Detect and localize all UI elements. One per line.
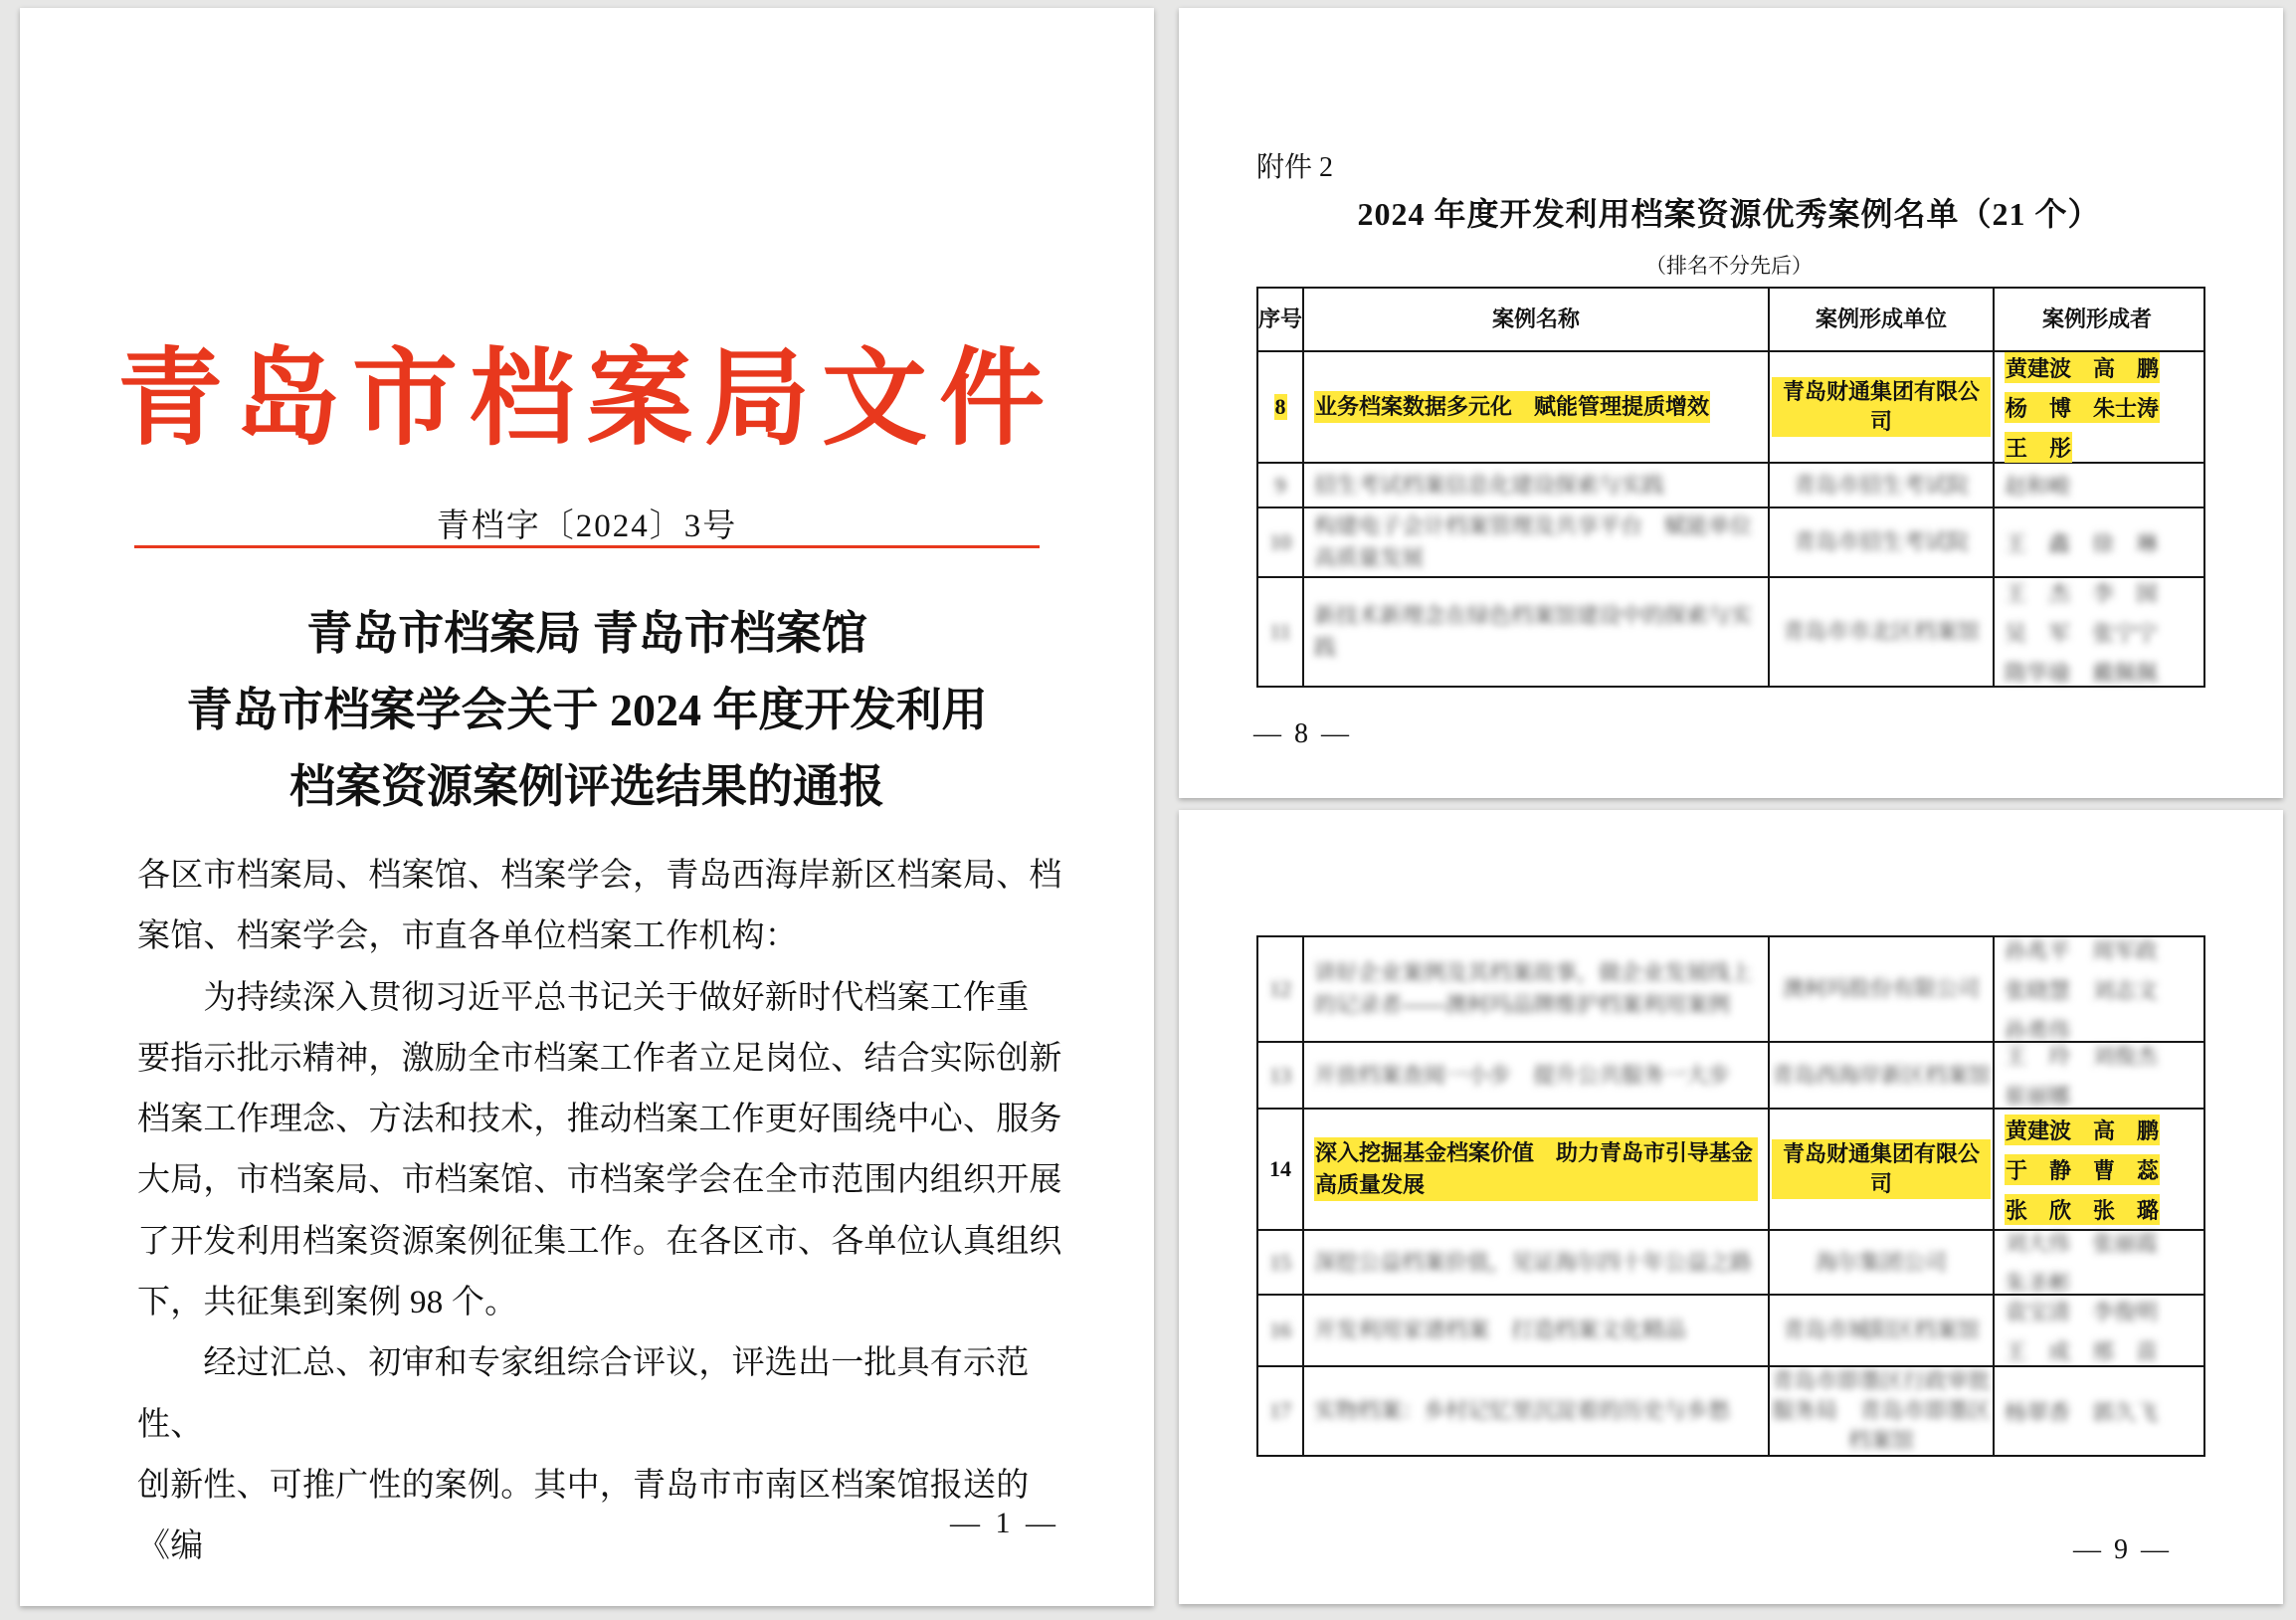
notice-title-line: 青岛市档案局 青岛市档案馆 bbox=[306, 608, 867, 659]
table-row-14 bbox=[1258, 1110, 2203, 1231]
cases-table-continued bbox=[1256, 935, 2205, 1457]
case-name-cell: 讲好企业案例及其档案故事，做企业发展线上的记录者——澳柯玛品牌维护档案利用案例 bbox=[1304, 937, 1770, 1041]
table-row-12 bbox=[1258, 937, 2203, 1043]
attachment-title: 2024 年度开发利用档案资源优秀案例名单（21 个） bbox=[1357, 196, 2101, 232]
notice-title-line: 档案资源案例评选结果的通报 bbox=[289, 761, 884, 812]
case-unit-cell: 青岛市招生考试院 bbox=[1770, 464, 1995, 506]
case-number-cell: 12 bbox=[1258, 937, 1304, 1041]
case-number-cell: 13 bbox=[1258, 1043, 1304, 1108]
case-number-cell: 17 bbox=[1258, 1367, 1304, 1455]
case-unit-cell: 青岛市招生考试院 bbox=[1770, 508, 1995, 576]
attachment-label: 附件 2 bbox=[1256, 152, 1334, 183]
case-authors-cell: 王 鑫 徐 琳 bbox=[2005, 530, 2159, 556]
page-number: — 1 — bbox=[950, 1507, 1059, 1539]
body-line: 经过汇总、初审和专家组综合评议，评选出一批具有示范性、 bbox=[137, 1345, 1030, 1443]
table-row-11 bbox=[1258, 578, 2203, 686]
case-unit-cell: 海尔集团公司 bbox=[1770, 1231, 1995, 1294]
cases-table bbox=[1256, 287, 2205, 688]
case-unit-cell: 青岛市即墨区行政审批服务局 青岛市即墨区档案馆 bbox=[1770, 1367, 1995, 1455]
case-name-cell: 招生考试档案信息化建设探索与实践 bbox=[1304, 464, 1770, 506]
case-number-cell: 14 bbox=[1258, 1110, 1304, 1229]
table-row-16 bbox=[1258, 1296, 2203, 1367]
table-row-17 bbox=[1258, 1367, 2203, 1455]
case-number-cell: 10 bbox=[1258, 508, 1304, 576]
case-number-cell: 8 bbox=[1258, 352, 1304, 462]
table-header-row bbox=[1258, 289, 2203, 352]
case-authors-cell: 袁宝清 李俊明 王 成 邢 苗 bbox=[2005, 1299, 2159, 1364]
case-authors-cell: 杨翠香 郭久飞 bbox=[2005, 1399, 2159, 1425]
body-line: 大局，市档案局、市档案馆、市档案学会在全市范围内组织开展 bbox=[137, 1162, 1062, 1199]
table-row-13 bbox=[1258, 1043, 2203, 1110]
case-name-cell: 开发利用家谱档案 打造档案文化精品 bbox=[1304, 1296, 1770, 1365]
header-name: 案例名称 bbox=[1304, 289, 1770, 350]
body-line: 为持续深入贯彻习近平总书记关于做好新时代档案工作重 bbox=[137, 979, 1030, 1016]
case-name-cell: 新技术新理念在绿色档案馆建设中的探索与实践 bbox=[1304, 578, 1770, 686]
notice-title bbox=[20, 595, 1154, 825]
case-name-cell: 构建电子会计档案管理及共享平台 赋能单位高质量发展 bbox=[1304, 508, 1770, 576]
case-unit-cell: 青岛西海岸新区档案馆 bbox=[1770, 1043, 1995, 1108]
attachment-subtitle: （排名不分先后） bbox=[1645, 254, 1813, 278]
body-line: 了开发利用档案资源案例征集工作。在各区市、各单位认真组织 bbox=[137, 1223, 1062, 1260]
notice-title-line: 青岛市档案学会关于 2024 年度开发利用 bbox=[186, 685, 988, 735]
body-line: 各区市档案局、档案馆、档案学会，青岛西海岸新区档案局、档 bbox=[137, 858, 1062, 894]
body-line: 创新性、可推广性的案例。其中，青岛市市南区档案馆报送的《编 bbox=[137, 1467, 1030, 1565]
case-unit-cell: 青岛财通集团有限公司 bbox=[1770, 1110, 1995, 1229]
case-name-cell: 深挖公益档案价值，见证海尔四十年公益之路 bbox=[1304, 1231, 1770, 1294]
case-name-cell: 实物档案：乡村记忆里沉淀着的历史与乡愁 bbox=[1304, 1367, 1770, 1455]
table-row-15 bbox=[1258, 1231, 2203, 1296]
document-page-1 bbox=[20, 8, 1154, 1606]
red-separator bbox=[134, 545, 1040, 548]
table-row-9 bbox=[1258, 464, 2203, 508]
table-row-8 bbox=[1258, 352, 2203, 464]
notice-body bbox=[137, 846, 1072, 1578]
doc-number: 青档字〔2024〕3号 bbox=[436, 508, 738, 544]
case-authors-cell: 王 杰 李 囡 吴 军 张宁宁 隋华瑜 戴佩佩 bbox=[2005, 580, 2159, 686]
case-number-cell: 16 bbox=[1258, 1296, 1304, 1365]
case-number-cell: 9 bbox=[1258, 464, 1304, 506]
case-authors-cell: 赵和峻 bbox=[2005, 474, 2071, 499]
body-line: 要指示批示精神，激励全市档案工作者立足岗位、结合实际创新 bbox=[137, 1040, 1062, 1077]
case-name-cell: 开放档案查阅一小步 提升公共服务一大步 bbox=[1304, 1043, 1770, 1108]
case-name-cell: 深入挖掘基金档案价值 助力青岛市引导基金高质量发展 bbox=[1304, 1110, 1770, 1229]
case-unit-cell: 青岛财通集团有限公司 bbox=[1770, 352, 1995, 462]
case-unit-cell: 澳柯玛股份有限公司 bbox=[1770, 937, 1995, 1041]
header-num: 序号 bbox=[1258, 289, 1304, 350]
letterhead-title: 青岛市档案局文件 bbox=[117, 341, 1056, 458]
table-row-10 bbox=[1258, 508, 2203, 578]
case-authors-cell: 孙兆平 周军政 张晓慧 刘志文 孙勇伟 bbox=[2005, 937, 2159, 1043]
case-number-cell: 11 bbox=[1258, 578, 1304, 686]
case-authors-cell: 王 玲 刘俊杰 崔丽娜 bbox=[2005, 1044, 2159, 1109]
case-authors-cell: 刘大伟 张丽霞 朱圣彬 bbox=[2005, 1231, 2159, 1296]
document-page-9 bbox=[1179, 810, 2283, 1604]
body-line: 下，共征集到案例 98 个。 bbox=[137, 1285, 518, 1321]
case-authors-cell: 黄建波 高 鹏 杨 博 朱士涛 王 彤 bbox=[1995, 352, 2200, 462]
header-unit: 案例形成单位 bbox=[1770, 289, 1995, 350]
body-line: 案馆、档案学会，市直各单位档案工作机构： bbox=[137, 918, 798, 955]
page-number: — 9 — bbox=[2073, 1534, 2172, 1565]
body-line: 档案工作理念、方法和技术，推动档案工作更好围绕中心、服务 bbox=[137, 1102, 1062, 1138]
case-number-cell: 15 bbox=[1258, 1231, 1304, 1294]
case-unit-cell: 青岛市市北区档案馆 bbox=[1770, 578, 1995, 686]
case-unit-cell: 青岛市城阳区档案馆 bbox=[1770, 1296, 1995, 1365]
case-name-cell: 业务档案数据多元化 赋能管理提质增效 bbox=[1304, 352, 1770, 462]
header-authors: 案例形成者 bbox=[2041, 306, 2152, 331]
document-page-8 bbox=[1179, 8, 2283, 798]
case-authors-cell: 黄建波 高 鹏 于 静 曹 蕊 张 欣 张 璐 bbox=[1995, 1110, 2200, 1229]
page-number: — 8 — bbox=[1253, 718, 1352, 749]
